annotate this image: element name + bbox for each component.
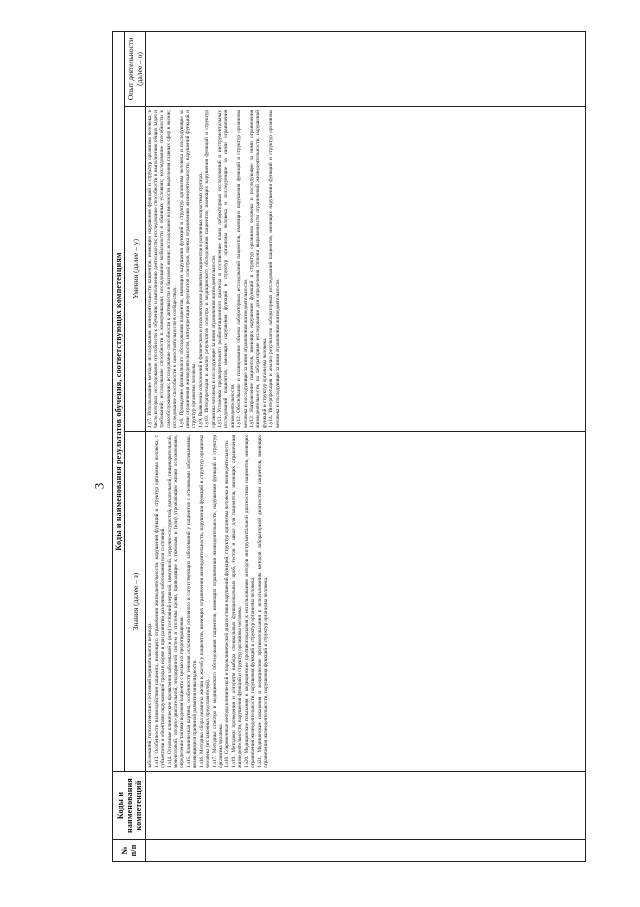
knowledge-item: 1.з20. Медицинские показания и медицинские противопоказания к использованию методов инструментальной диагностики пациентов, имеющих ограничения жизнедеятельности, нарушения функций и структур организма человека. bbox=[244, 435, 257, 768]
header-experience: Опыт деятельности (далее – о) bbox=[125, 31, 146, 106]
header-merged-title: Коды и наименования результатов обучения, соответствующих компетенциям bbox=[113, 31, 125, 771]
skill-item: 1.у7. Использование методов исследования жизнедеятельности пациентов, имеющих нарушения функций и структур организма человека, в числе которых: исследование способности к обучению и выполнению деятельности; исследование способности к выполнению общих задач и требований; исследование способности к коммуникации; исследование мобильности в обычных условиях; исследование способности к самообслуживанию; исследование способности к активности в бытовой жизни; исследование возможности выделения главных сфер в жизни; исследование способности к самостоятельности в сообществах. bbox=[147, 110, 178, 428]
page-number: 3 bbox=[91, 482, 107, 490]
skill-item: 1.у8. Проведение физикального обследования пациентов, имеющих нарушения функций и структур организма человека и последующие за ними ограничения жизнедеятельности, интерпретация результатов осмотров, оценка ограничения жизнедеятельности, нарушений функций и структур организма человека. bbox=[178, 110, 197, 428]
knowledge-item: 1.з15. Клиническая картина, особенности течения осложнений основного и сопутствующих заболеваний у пациентов с основными заболеваниями, являющимися причиной развития инвалидности. bbox=[185, 435, 198, 768]
skill-item: 1.у13. Направление пациентов, имеющих нарушения функций и структур организма человека и последующие за ними ограничения жизнедеятельности, на лабораторные исследования для определения степени выраженности ограничений жизнедеятельности, нарушений функций и структур организма человека. bbox=[249, 110, 268, 428]
rotated-page bbox=[112, 32, 622, 862]
num-cell bbox=[146, 840, 586, 862]
knowledge-item: 1.з14. Основные клинические проявления заболеваний и (или) состояний нервной, иммунной, сердечно-сосудистой, дыхательной, пищеварительной, мочеполовой, опорно-двигательной, эндокринной систем и системы крови, приводящие к тяжелым и (или) угрожающим жизни осложнениям, определение тактики ведения пациента с целью их предотвращения. bbox=[166, 435, 186, 768]
header-num: № п/п bbox=[113, 840, 146, 862]
knowledge-item: заболеваний, патологических состояний перинатального периода. bbox=[147, 622, 153, 768]
skill-item: 1.у14. Интерпретация и анализ результатов лабораторных исследований пациентов, имеющих нарушения функций и структур организма человека и последующие за ними ограничения жизнедеятельности. bbox=[268, 110, 281, 428]
table-row bbox=[146, 31, 586, 861]
skills-cell bbox=[146, 107, 586, 432]
knowledge-item: 1.з16. Методика сбора анамнеза жизни и жалоб у пациентов, имеющих ограничения жизнедеятельности, нарушения функций и структур организма человека (их законных представителей). bbox=[198, 435, 211, 768]
knowledge-item: 1.з17. Методика осмотра и медицинского обследования пациентов, имеющих ограничения жизнедеятельности, нарушения функций и структур организма человека. bbox=[211, 435, 224, 768]
skill-item: 1.у10. Интерпретация и анализ результатов осмотра и медицинского обследования пациентов, имеющих нарушения функций и структур организма человека и последующие за ними ограничения жизнедеятельности. bbox=[204, 110, 217, 428]
knowledge-item: 1.з19. Методики проведения и алгоритм выбора специальных функциональных проб, тестов и шкал для пациентов, имеющих ограничения жизнедеятельности, нарушения функций и структур организма человека. bbox=[231, 435, 244, 768]
table-header-row bbox=[113, 31, 125, 861]
skill-item: 1.у9. Выявление отклонений в физическом и психомоторном развитии пациентов в различных возрастных группах. bbox=[197, 172, 204, 428]
header-skills: Умения (далее – у) bbox=[125, 107, 146, 432]
knowledge-cell bbox=[146, 432, 586, 772]
competency-table bbox=[112, 31, 586, 862]
knowledge-item: 1.з13. Особенности взаимодействия пациента, имеющего ограничения жизнедеятельности, нарушения функций и структур организма человека, с субъектами и объектами окружающей среды в норме и при развитии различных заболеваний или состояний. bbox=[153, 435, 166, 768]
knowledge-item: 1.з18. Современные методы клинической и параклинической диагностики нарушений функций, структур организма человека и жизнедеятельности. bbox=[224, 439, 231, 768]
header-codes: Коды и наименования компетенций bbox=[113, 772, 146, 840]
codes-cell bbox=[146, 772, 586, 840]
experience-cell bbox=[146, 31, 586, 106]
knowledge-item: 1.з21. Медицинские показания и медицинские противопоказания к использованию методов лабораторной диагностики пациентов, имеющих ограничения жизнедеятельности, нарушения функций и структур организма человека. bbox=[256, 435, 270, 768]
table-subheader-row bbox=[125, 31, 146, 861]
header-knowledge: Знания (далее – з) bbox=[125, 432, 146, 772]
skill-item: 1.у12. Обоснование и планирование объема лабораторных исследований пациентов, имеющих нарушения функций и структур организма человека и последующие за ними ограничения жизнедеятельности. bbox=[236, 110, 249, 428]
skill-item: 1.у11. Установка предварительного реабилитационного диагноза и составление плана лабораторных исследований и инструментальных исследований пациентов, имеющих нарушения функций и структур организма человека и последующие за ними ограничения жизнедеятельности. bbox=[217, 110, 236, 428]
